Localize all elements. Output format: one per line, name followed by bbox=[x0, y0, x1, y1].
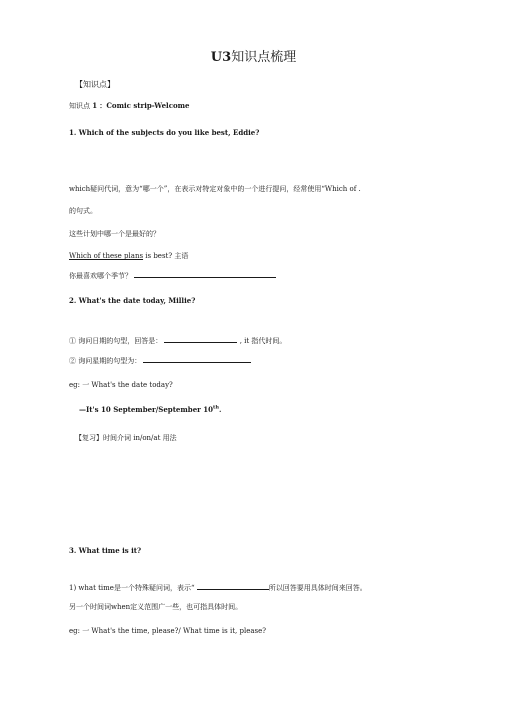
answer-blank-1[interactable] bbox=[134, 270, 276, 278]
example-date-answer-end: . bbox=[218, 405, 222, 414]
title-text: 知识点梳理 bbox=[231, 50, 297, 65]
date-item-2-text: ② 询问星期的句型为： bbox=[69, 357, 142, 365]
example-date-answer bbox=[79, 405, 221, 414]
point1-num: 1 bbox=[92, 101, 98, 110]
what-time-explanation bbox=[69, 582, 367, 593]
example-subject: Which of these plans bbox=[69, 252, 144, 260]
answer-blank-3[interactable] bbox=[143, 355, 251, 363]
ordinal-suffix: th bbox=[213, 404, 219, 411]
example-date-answer-text: —It's 10 September/September 10 bbox=[79, 405, 214, 414]
example-rest: is best? 主语 bbox=[143, 252, 189, 260]
point1-label: 知识点 bbox=[69, 102, 90, 110]
english-example-1 bbox=[69, 252, 188, 261]
question-3: 3. What time is it? bbox=[69, 546, 142, 555]
chinese-example-2 bbox=[69, 270, 276, 281]
page-title bbox=[0, 50, 507, 66]
which-explanation-line2: 的句式。 bbox=[69, 207, 97, 215]
chinese-example-1: 这些计划中哪一个是最好的？ bbox=[69, 230, 160, 238]
point1-title: Comic strip-Welcome bbox=[106, 101, 190, 110]
date-item-1 bbox=[69, 335, 286, 346]
date-item-1-text: ① 询问日期的句型，回答是： bbox=[69, 337, 163, 345]
example-date-question: eg: 一 What's the date today? bbox=[69, 381, 173, 389]
review-heading: 【复习】时间介词 in/on/at 用法 bbox=[75, 434, 177, 442]
what-time-tail: 所以回答要用具体时间来回答。 bbox=[268, 584, 367, 592]
question-1: 1. Which of the subjects do you like best, Eddie? bbox=[69, 128, 260, 137]
date-item-2 bbox=[69, 355, 251, 366]
point1-heading bbox=[69, 101, 189, 111]
answer-blank-4[interactable] bbox=[197, 582, 269, 590]
date-item-1-tail: , it 指代时间。 bbox=[237, 337, 287, 345]
section-heading: 【知识点】 bbox=[75, 80, 115, 89]
what-time-text: 1) what time是一个特殊疑问词，表示“ bbox=[69, 584, 195, 592]
which-explanation-line1: which疑问代词，意为“哪一个”，在表示对特定对象中的一个进行提问，经常使用“Which of . bbox=[69, 185, 361, 193]
title-unit: U3 bbox=[210, 50, 232, 65]
when-explanation: 另一个时间词when定义范围广一些，也可指具体时间。 bbox=[69, 603, 243, 611]
question-2: 2. What's the date today, Millie? bbox=[69, 296, 196, 305]
example-time-question: eg: 一 What's the time, please?/ What time is it, please? bbox=[69, 627, 266, 635]
answer-blank-2[interactable] bbox=[164, 335, 237, 343]
point1-sep: ： bbox=[99, 101, 107, 110]
chinese-example-2-text: 你最喜欢哪个季节？ bbox=[69, 272, 132, 280]
